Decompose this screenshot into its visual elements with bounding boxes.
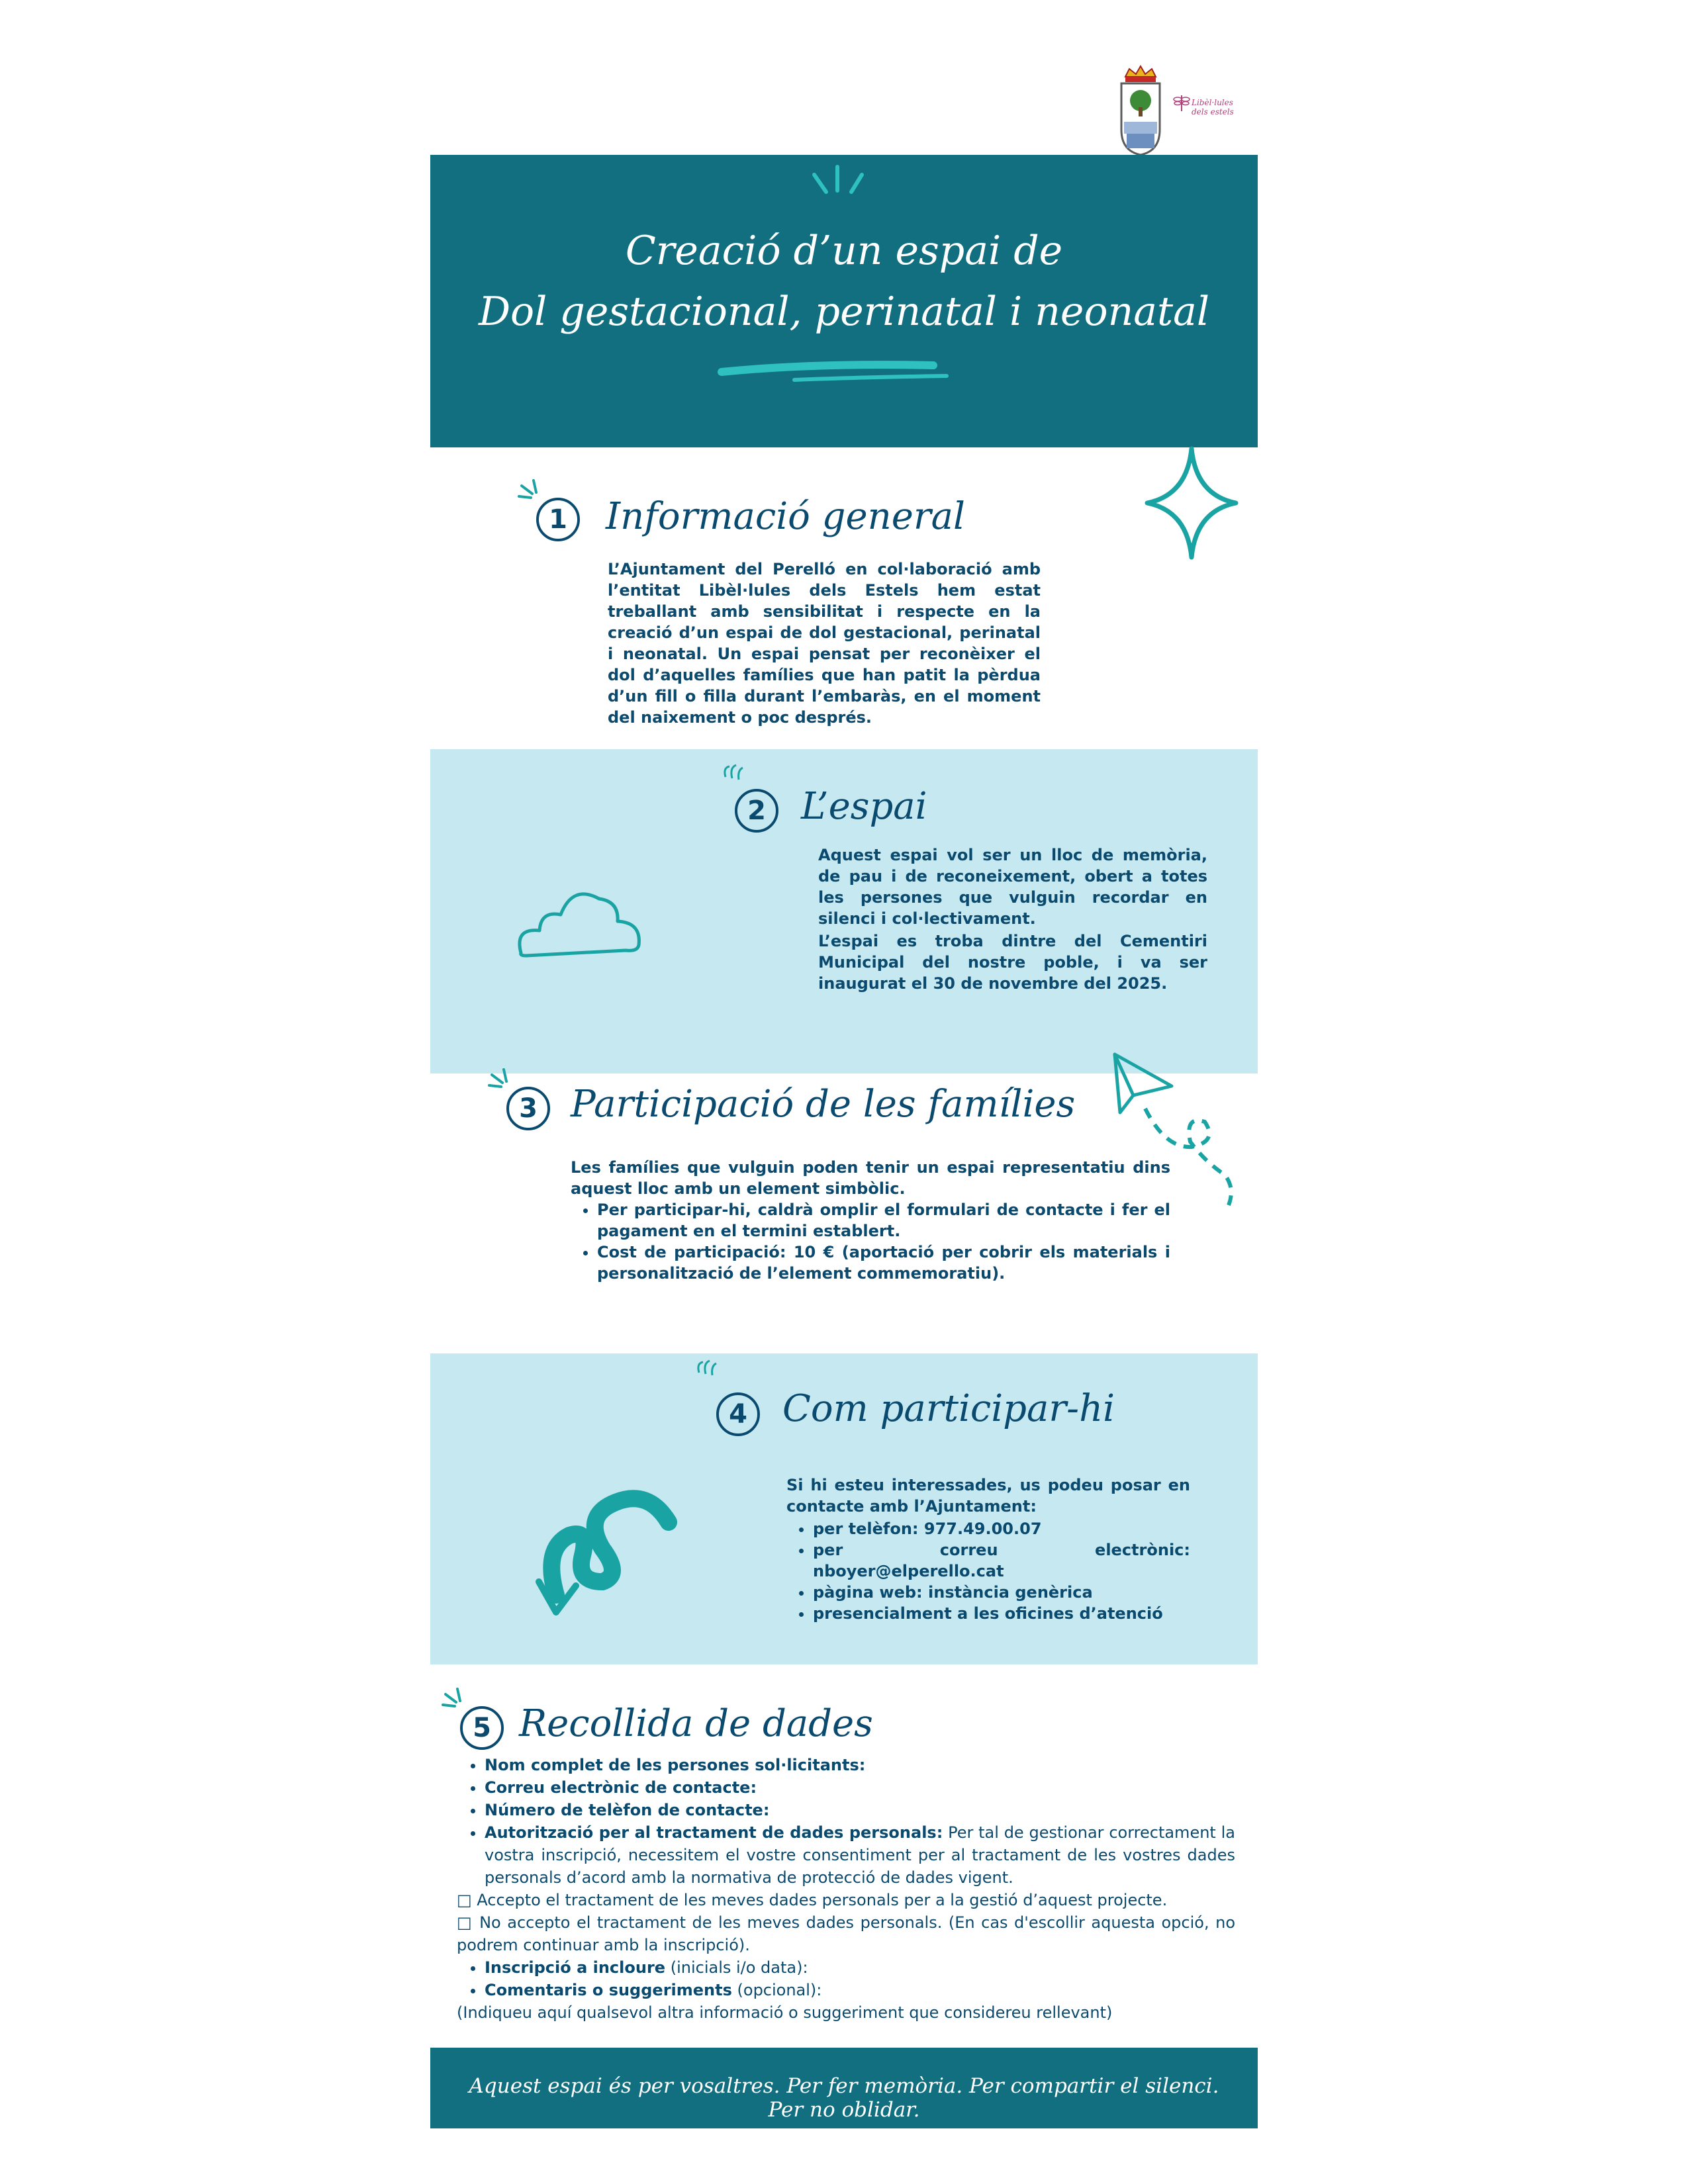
section-body-1: L’Ajuntament del Perelló en col·laboració amb l’entitat Libèl·lules dels Estels hem estat treballant amb sensibilitat i respecte en la creació d’un espai de dol gestacional, perinatal i neonatal. Un espai pensat per reconèixer el dol d’aquelles famílies que han patit la pèrdua d’un fill o filla durant l’embaràs, en el moment del naixement o poc després. xyxy=(608,560,1041,727)
field-full-name xyxy=(485,1754,1235,1776)
section-body-2b: L’espai es troba dintre del Cementiri Municipal del nostre poble, i va ser inaugurat el 30 de novembre del 2025. xyxy=(818,932,1207,993)
swirl-arrow-icon xyxy=(530,1482,682,1628)
section-number-2: 2 xyxy=(735,789,778,833)
section-number-1: 1 xyxy=(536,498,580,541)
partner-text-line2: dels estels xyxy=(1192,107,1234,116)
section-intro-4: Si hi esteu interessades, us podeu posar en contacte amb l’Ajuntament: xyxy=(786,1476,1190,1516)
section-title-4: Com participar-hi xyxy=(782,1387,1115,1430)
field-description: Per tal de gestionar correctament la vostra inscripció, necessitem el vostre consentiment per al tractament de les vostres dades personals d’acord amb la normativa de protecció de dades vigent. xyxy=(485,1823,1235,1887)
section-body-2a: Aquest espai vol ser un lloc de memòria, de pau i de reconeixement, obert a totes les persones que vulguin recordar en silenci i col·lectivament. xyxy=(818,846,1207,928)
footer-band xyxy=(430,2048,1258,2128)
dragonfly-icon xyxy=(1172,93,1192,113)
section-list-3 xyxy=(571,1199,1170,1284)
footer-text: Aquest espai és per vosaltres. Per fer memòria. Per compartir el silenci. Per no oblidar. xyxy=(469,2074,1219,2122)
sparkle-rays-icon xyxy=(516,478,549,504)
contact-web[interactable]: • pàgina web: instància genèrica xyxy=(813,1582,1190,1603)
sparkle-rays-icon xyxy=(720,761,747,788)
field-note: (Indiqueu aquí qualsevol altra informació o suggeriment que considereu rellevant) xyxy=(457,2003,1113,2022)
field-inscription xyxy=(485,1956,1235,1979)
municipal-crest-icon xyxy=(1117,64,1164,156)
sparkle-rays-icon xyxy=(440,1686,473,1713)
star-icon xyxy=(1142,443,1241,563)
contact-phone: • per telèfon: 977.49.00.07 xyxy=(813,1518,1190,1539)
field-authorization xyxy=(485,1821,1235,1889)
field-label: Autorització per al tractament de dades personals: xyxy=(485,1823,943,1842)
contact-email[interactable]: • per correu electrònic: nboyer@elperello.cat xyxy=(813,1539,1190,1582)
page-title-line1: Creació d’un espai de xyxy=(625,228,1063,274)
header-band xyxy=(430,155,1258,447)
section-number-4: 4 xyxy=(716,1392,760,1436)
field-label: Inscripció a incloure xyxy=(485,1958,666,1977)
section-intro-3: Les famílies que vulguin poden tenir un espai representatiu dins aquest lloc amb un element simbòlic. xyxy=(571,1158,1170,1198)
list-item: • Per participar-hi, caldrà omplir el formulari de contacte i fer el pagament en el termini establert. xyxy=(597,1199,1170,1242)
field-label: Comentaris o suggeriments xyxy=(485,1981,732,1999)
field-label: Número de telèfon de contacte: xyxy=(485,1801,770,1819)
section-title-5: Recollida de dades xyxy=(519,1702,873,1745)
field-phone xyxy=(485,1799,1235,1821)
contact-in-person: • presencialment a les oficines d’atenció xyxy=(813,1603,1190,1624)
section-title-1: Informació general xyxy=(606,495,965,538)
section-number-3: 3 xyxy=(506,1087,550,1130)
list-item: • Cost de participació: 10 € (aportació per cobrir els materials i personalització de l’element commemoratiu). xyxy=(597,1242,1170,1284)
sparkle-rays-icon xyxy=(801,161,874,201)
field-comments xyxy=(485,1979,1235,2001)
section-title-2: L’espai xyxy=(801,785,927,828)
partner-logo-text xyxy=(1192,98,1244,116)
partner-text-line1: Libèl·lules xyxy=(1192,98,1233,107)
section-number-5: 5 xyxy=(460,1706,504,1750)
reject-checkbox[interactable]: □ No accepto el tractament de les meves dades personals. (En cas d'escollir aquesta opció, no podrem continuar amb la inscripció). xyxy=(457,1913,1235,1954)
sparkle-rays-icon xyxy=(487,1067,520,1093)
accept-checkbox[interactable]: □ Accepto el tractament de les meves dades personals per a la gestió d’aquest projecte. xyxy=(457,1891,1168,1909)
page-title-line2: Dol gestacional, perinatal i neonatal xyxy=(478,289,1210,335)
field-description: (opcional): xyxy=(731,1981,822,1999)
field-label: Correu electrònic de contacte: xyxy=(485,1778,757,1797)
brush-underline-icon xyxy=(715,353,953,387)
section-list-4 xyxy=(786,1518,1190,1624)
field-description: (inicials i/o data): xyxy=(665,1958,808,1977)
field-label: Nom complet de les persones sol·licitants: xyxy=(485,1756,866,1774)
field-email xyxy=(485,1776,1235,1799)
section-title-3: Participació de les famílies xyxy=(571,1083,1076,1126)
sparkle-rays-icon xyxy=(694,1357,720,1383)
data-collection-block xyxy=(457,1754,1235,2024)
cloud-icon xyxy=(513,882,645,961)
